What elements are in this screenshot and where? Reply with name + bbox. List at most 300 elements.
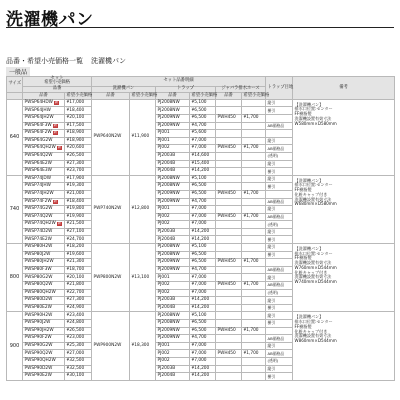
trap-code: PJ2009NW	[156, 114, 190, 122]
set-price: ¥26,500	[65, 152, 92, 160]
set-code-cell	[23, 183, 65, 191]
set-price: ¥18,400	[65, 107, 92, 115]
set-code-cell	[23, 107, 65, 115]
set-code-cell	[23, 342, 65, 350]
hose-price	[242, 244, 266, 252]
trap-price: ¥6,500	[190, 320, 216, 328]
set-code: PWSP64JH2W	[24, 115, 54, 121]
hose-code: PWH450	[216, 282, 242, 290]
set-code: PWSP64HDW	[24, 99, 53, 105]
set-code: PWSP74F2W	[24, 198, 52, 204]
trap-color	[266, 259, 293, 267]
trap-price: ¥6,500	[190, 251, 216, 259]
set-code: PWSP74D2W	[24, 229, 53, 235]
trap-code: PJ2009NW	[156, 122, 190, 130]
pan-code: PWP740N2W	[92, 175, 130, 243]
hose-code	[216, 365, 242, 373]
set-code-cell	[23, 137, 65, 145]
hose-price	[242, 312, 266, 320]
header-trap-color: トラップ目地	[266, 77, 293, 100]
hose-price	[242, 152, 266, 160]
trap-color: AB価格品	[266, 266, 293, 274]
set-price: ¥17,500	[65, 122, 92, 130]
trap-price: ¥7,000	[190, 145, 216, 153]
header-hose-price: 希望小売価格	[243, 92, 270, 98]
trap-color: 横引	[266, 304, 293, 312]
trap-color: AB価格品	[266, 145, 293, 153]
trap-code: PJ2008NW	[156, 175, 190, 183]
trap-price: ¥14,200	[190, 168, 216, 176]
set-code: PWSP90JH2W	[24, 327, 54, 333]
trap-price: ¥7,000	[190, 342, 216, 350]
hose-price	[242, 137, 266, 145]
set-price: ¥32,500	[65, 357, 92, 365]
set-code-cell	[23, 130, 65, 138]
set-price: ¥21,800	[65, 282, 92, 290]
trap-price: ¥4,700	[190, 198, 216, 206]
hose-code	[216, 130, 242, 138]
header-size: サイズ	[7, 77, 23, 93]
new-badge: 新	[53, 130, 57, 135]
hose-price: ¥1,700	[242, 327, 266, 335]
trap-color	[266, 114, 293, 122]
header-trap-code: 品番	[156, 93, 190, 100]
trap-code: PJ001	[156, 137, 190, 145]
set-code: PWSP64E3W	[24, 168, 52, 174]
set-code-cell	[23, 168, 65, 176]
trap-color: 縦引	[266, 175, 293, 183]
hose-price	[242, 365, 266, 373]
trap-price: ¥15,400	[190, 160, 216, 168]
header-blank	[7, 93, 23, 100]
hose-price	[242, 297, 266, 305]
set-price: ¥23,400	[65, 312, 92, 320]
trap-code: PJ2009NW	[156, 327, 190, 335]
trap-price: ¥7,000	[190, 213, 216, 221]
trap-code: PJ2003B	[156, 152, 190, 160]
set-code: PWSP64E2W	[24, 160, 52, 166]
hose-price: ¥1,700	[242, 145, 266, 153]
trap-color: 横引	[266, 236, 293, 244]
set-code: PWSP64Q2W	[24, 153, 53, 159]
trap-price: ¥6,500	[190, 190, 216, 198]
hose-code	[216, 99, 242, 107]
hose-price	[242, 236, 266, 244]
hose-price: ¥1,700	[242, 282, 266, 290]
set-code-cell	[23, 335, 65, 343]
hose-price	[242, 183, 266, 191]
new-badge: 新	[57, 221, 62, 226]
hose-code	[216, 266, 242, 274]
set-code: PWSP80F3W	[24, 266, 52, 272]
set-code: PWSP74QH2W	[24, 221, 56, 227]
hose-code	[216, 160, 242, 168]
trap-color: 横引	[266, 373, 293, 381]
hose-price: ¥1,700	[242, 213, 266, 221]
set-price: ¥17,900	[65, 175, 92, 183]
trap-code: PJ2008NW	[156, 312, 190, 320]
trap-code: PJ2004B	[156, 373, 190, 381]
set-price: ¥20,100	[65, 114, 92, 122]
size-cell: 900	[7, 312, 23, 380]
pan-code: PWP900N2W	[92, 312, 130, 380]
hose-code: PWH450	[216, 145, 242, 153]
new-badge: 新	[57, 145, 62, 150]
set-code: PWSP90H2W	[24, 312, 53, 318]
set-code-cell	[23, 206, 65, 214]
set-code: PWSP80E2W	[24, 304, 52, 310]
set-code-cell	[23, 274, 65, 282]
header-hose: ジャバラ排水ホース	[216, 86, 266, 93]
trap-color: AB価格品	[266, 350, 293, 358]
set-code: PWSP74Q2W	[24, 213, 53, 219]
hose-price	[242, 266, 266, 274]
hose-price	[242, 228, 266, 236]
set-code: PWSP80G2W	[24, 274, 53, 280]
hose-code	[216, 297, 242, 305]
remarks-cell: 【洗濯機パン】 排水口位置:センター FF樹脂製 洗濯機設置有効寸法 W760mm×D544mm 化粧キャップ付き 洗濯機設置有効寸法 W740mm×D544mm	[293, 244, 395, 312]
hose-code	[216, 251, 242, 259]
set-code: PWSP64F3W	[24, 122, 52, 128]
set-price: ¥20,100	[65, 274, 92, 282]
trap-code: PJ002	[156, 282, 190, 290]
header-trap-price: 希望小売価格	[191, 92, 218, 98]
set-code: PWSP80D2W	[24, 297, 53, 303]
trap-code: PJ2004B	[156, 304, 190, 312]
trap-price: ¥14,600	[190, 152, 216, 160]
trap-price: ¥7,000	[190, 274, 216, 282]
set-price: ¥19,600	[65, 251, 92, 259]
trap-price: ¥14,200	[190, 304, 216, 312]
set-price: ¥20,600	[65, 145, 92, 153]
hose-code	[216, 228, 242, 236]
set-code: PWSP90QH2W	[24, 358, 56, 364]
trap-color	[266, 130, 293, 138]
header-set-breakdown: セット品番明細	[92, 77, 266, 87]
set-price: ¥21,300	[65, 259, 92, 267]
trap-color: 縦引	[266, 297, 293, 305]
trap-price: ¥14,200	[190, 228, 216, 236]
set-code-cell	[23, 312, 65, 320]
hose-price: ¥1,700	[242, 259, 266, 267]
set-price: ¥21,500	[65, 221, 92, 229]
hose-code	[216, 236, 242, 244]
remarks-cell: 【洗濯機パン】 排水口位置:センター FF樹脂製 洗濯機設置有効寸法 W580mm×D580mm	[293, 99, 395, 175]
trap-code: PJ001	[156, 274, 190, 282]
trap-code: PJ2003B	[156, 297, 190, 305]
header-pan-code: 品番	[92, 93, 130, 100]
set-price: ¥18,900	[65, 137, 92, 145]
trap-color: (透明)	[266, 152, 293, 160]
set-code-cell	[23, 236, 65, 244]
trap-price: ¥7,000	[190, 137, 216, 145]
hose-code	[216, 168, 242, 176]
trap-code: PJ2009NW	[156, 259, 190, 267]
set-code: PWSP90F2W	[24, 335, 52, 341]
header-set: セット 希望小売価格	[23, 77, 92, 87]
pan-price: ¥18,300	[130, 312, 156, 380]
set-code-cell	[23, 145, 65, 153]
set-price: ¥24,700	[65, 236, 92, 244]
set-price: ¥18,900	[65, 130, 92, 138]
trap-price: ¥7,000	[190, 221, 216, 229]
trap-price: ¥7,000	[190, 282, 216, 290]
set-code: PWSP64G2W	[24, 137, 53, 143]
header-set-code: 品番	[23, 86, 92, 93]
header-set-price: 希望小売価格	[66, 92, 93, 98]
trap-price: ¥5,100	[190, 312, 216, 320]
trap-price: ¥14,200	[190, 297, 216, 305]
trap-code: PJ001	[156, 206, 190, 214]
trap-price: ¥6,500	[190, 259, 216, 267]
set-price: ¥32,500	[65, 365, 92, 373]
hose-price: ¥1,700	[242, 350, 266, 358]
set-code: PWSP90J2W	[24, 320, 51, 326]
hose-price	[242, 274, 266, 282]
hose-code	[216, 289, 242, 297]
hose-code: PWH450	[216, 259, 242, 267]
trap-price: ¥4,700	[190, 266, 216, 274]
trap-price: ¥4,700	[190, 335, 216, 343]
set-code: PWSP64F2W	[24, 130, 52, 136]
trap-code: PJ2009NW	[156, 335, 190, 343]
set-code: PWSP90E2W	[24, 373, 52, 379]
remarks-cell: 【洗濯機パン】 排水口位置:センター FF樹脂製 化粧キャップ付き 洗濯機設置有効寸法 W860mm×D544mm	[293, 312, 395, 380]
hose-price	[242, 99, 266, 107]
trap-color: 縦引	[266, 99, 293, 107]
set-code-cell	[23, 251, 65, 259]
trap-code: PJ2008NW	[156, 320, 190, 328]
set-code-cell	[23, 357, 65, 365]
trap-code: PJ2008NW	[156, 183, 190, 191]
subheading	[6, 56, 126, 66]
hose-price	[242, 107, 266, 115]
set-code-cell	[23, 228, 65, 236]
trap-color: 縦引	[266, 342, 293, 350]
hose-price	[242, 206, 266, 214]
trap-color: (透明)	[266, 289, 293, 297]
trap-color: 縦引	[266, 160, 293, 168]
trap-color: 縦引	[266, 365, 293, 373]
set-code-cell	[23, 282, 65, 290]
set-price: ¥19,900	[65, 213, 92, 221]
hose-price	[242, 373, 266, 381]
trap-color: AB価格品	[266, 282, 293, 290]
section-label: 一般品	[6, 67, 30, 76]
new-badge: 新	[54, 99, 59, 104]
trap-color: (透明)	[266, 357, 293, 365]
set-code-cell	[23, 327, 65, 335]
set-code-cell	[23, 350, 65, 358]
subheading-right: 洗濯機パン	[91, 57, 126, 65]
trap-code: PJ2008NW	[156, 99, 190, 107]
trap-code: PJ2009NW	[156, 266, 190, 274]
trap-code: PJ2008NW	[156, 244, 190, 252]
hose-price	[242, 160, 266, 168]
trap-color: 横引	[266, 320, 293, 328]
set-code-cell	[23, 99, 65, 107]
trap-code: PJ2008NW	[156, 107, 190, 115]
hose-price	[242, 198, 266, 206]
hose-code	[216, 206, 242, 214]
trap-code: PJ002	[156, 350, 190, 358]
hose-code: PWH450	[216, 213, 242, 221]
hose-price	[242, 342, 266, 350]
hose-code	[216, 175, 242, 183]
trap-color	[266, 190, 293, 198]
trap-color	[266, 327, 293, 335]
trap-code: PJ002	[156, 289, 190, 297]
trap-code: PJ2004B	[156, 168, 190, 176]
size-cell: 800	[7, 244, 23, 312]
set-price: ¥30,100	[65, 373, 92, 381]
set-code: PWSP64JHW	[24, 107, 51, 113]
pan-price: ¥12,800	[130, 175, 156, 243]
new-badge: 新	[53, 198, 57, 203]
pan-code: PWP640N2W	[92, 99, 130, 175]
hose-code	[216, 357, 242, 365]
set-price: ¥23,000	[65, 335, 92, 343]
remarks-cell: 【洗濯機パン】 排水口位置:センター FF樹脂製 化粧キャップ付き 洗濯機設置有効寸法 W680mm×D580mm	[293, 175, 395, 243]
set-code-cell	[23, 259, 65, 267]
hose-price	[242, 320, 266, 328]
trap-color: 縦引	[266, 244, 293, 252]
hose-price	[242, 335, 266, 343]
trap-code: PJ2003B	[156, 228, 190, 236]
trap-price: ¥14,200	[190, 236, 216, 244]
trap-price: ¥6,500	[190, 183, 216, 191]
set-price: ¥27,300	[65, 297, 92, 305]
set-code: PWSP80JH2W	[24, 259, 54, 265]
trap-code: PJ2008NW	[156, 251, 190, 259]
header-pan: 洗濯機パン	[92, 86, 156, 93]
set-code-cell	[23, 365, 65, 373]
set-code-cell	[23, 122, 65, 130]
trap-code: PJ002	[156, 221, 190, 229]
trap-color: 縦引	[266, 228, 293, 236]
set-code: PWSP74JH2W	[24, 191, 54, 197]
set-code: PWSP74JDW	[24, 175, 51, 181]
set-code-cell	[23, 198, 65, 206]
new-badge: 新	[53, 122, 57, 127]
set-price: ¥26,500	[65, 327, 92, 335]
hose-code	[216, 198, 242, 206]
hose-price	[242, 168, 266, 176]
set-code: PWSP74JHW	[24, 183, 51, 189]
trap-code: PJ2004B	[156, 160, 190, 168]
hose-code	[216, 342, 242, 350]
hose-price	[242, 289, 266, 297]
trap-price: ¥5,600	[190, 130, 216, 138]
price-table	[6, 76, 395, 381]
title-divider	[6, 27, 394, 28]
hose-code	[216, 122, 242, 130]
trap-color: 横引	[266, 168, 293, 176]
trap-code: PJ2009NW	[156, 190, 190, 198]
hose-code	[216, 244, 242, 252]
trap-price: ¥7,000	[190, 357, 216, 365]
hose-code	[216, 274, 242, 282]
trap-price: ¥6,500	[190, 107, 216, 115]
set-code: PWSP90Q2W	[24, 350, 53, 356]
pan-code: PWP800N2W	[92, 244, 130, 312]
trap-color: 縦引	[266, 137, 293, 145]
hose-code	[216, 320, 242, 328]
trap-color: (透明)	[266, 221, 293, 229]
hose-code: PWH450	[216, 350, 242, 358]
trap-code: PJ2009NW	[156, 198, 190, 206]
pan-price: ¥13,100	[130, 244, 156, 312]
header-pan-price: 希望小売価格	[131, 92, 158, 98]
subheading-left: 品番・希望小売価格一覧	[6, 57, 83, 65]
table-row	[7, 312, 395, 320]
hose-code	[216, 152, 242, 160]
size-cell: 740	[7, 175, 23, 243]
trap-code: PJ001	[156, 342, 190, 350]
size-cell: 640	[7, 99, 23, 175]
trap-code: PJ002	[156, 357, 190, 365]
hose-code: PWH450	[216, 114, 242, 122]
header-trap: トラップ	[156, 86, 216, 93]
table-row	[7, 244, 395, 252]
hose-price	[242, 221, 266, 229]
trap-code: PJ002	[156, 213, 190, 221]
set-code-cell	[23, 152, 65, 160]
trap-color: AB価格品	[266, 335, 293, 343]
set-code: PWSP80QH2W	[24, 289, 56, 295]
hose-code	[216, 221, 242, 229]
trap-price: ¥6,500	[190, 327, 216, 335]
trap-color: AB価格品	[266, 122, 293, 130]
set-price: ¥24,900	[65, 304, 92, 312]
set-code: PWSP90G2W	[24, 342, 53, 348]
trap-color: AB価格品	[266, 213, 293, 221]
trap-color: 縦引	[266, 274, 293, 282]
set-price: ¥19,800	[65, 206, 92, 214]
page-title: 洗濯機パン	[6, 10, 94, 30]
trap-price: ¥6,500	[190, 114, 216, 122]
trap-price: ¥5,100	[190, 244, 216, 252]
set-code-cell	[23, 320, 65, 328]
hose-price	[242, 304, 266, 312]
hose-code	[216, 373, 242, 381]
trap-code: PJ2004B	[156, 236, 190, 244]
trap-price: ¥7,000	[190, 350, 216, 358]
set-price: ¥18,400	[65, 198, 92, 206]
set-price: ¥27,100	[65, 228, 92, 236]
trap-price: ¥14,200	[190, 373, 216, 381]
set-code: PWSP64QH2W	[24, 145, 56, 151]
hose-code	[216, 335, 242, 343]
table-header-row-1	[7, 77, 395, 87]
set-code: PWSP80Q2W	[24, 282, 53, 288]
hose-price: ¥1,700	[242, 190, 266, 198]
set-code-cell	[23, 114, 65, 122]
set-code: PWSP74E2W	[24, 236, 52, 242]
header-remarks: 備考	[293, 77, 395, 100]
trap-color: 縦引	[266, 206, 293, 214]
set-code-cell	[23, 266, 65, 274]
set-code: PWSP90D2W	[24, 365, 53, 371]
set-price: ¥18,200	[65, 244, 92, 252]
trap-price: ¥7,000	[190, 289, 216, 297]
hose-code: PWH450	[216, 190, 242, 198]
set-price: ¥25,300	[65, 342, 92, 350]
header-code: 品番	[23, 93, 65, 100]
trap-price: ¥14,200	[190, 365, 216, 373]
set-price: ¥19,300	[65, 183, 92, 191]
hose-code	[216, 312, 242, 320]
